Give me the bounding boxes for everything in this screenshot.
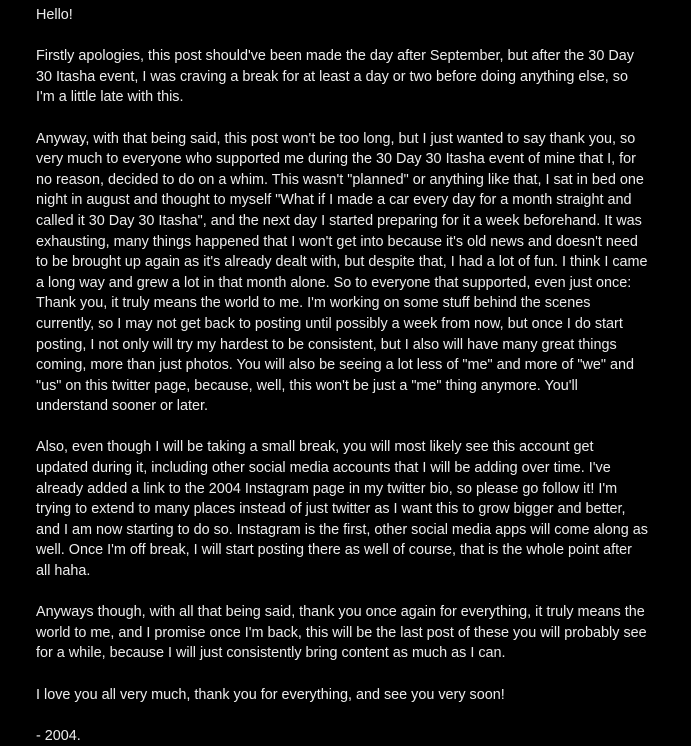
text-line: well. Once I'm off break, I will start posting there as well of course, that is the whole point after <box>36 542 632 559</box>
text-line: Anyway, with that being said, this post won't be too long, but I just wanted to say thank you, so <box>36 130 636 147</box>
paragraph-apology <box>36 46 688 108</box>
text-line: "us" on this twitter page, because, well, this won't be just a "me" thing anymore. You'll <box>36 377 578 394</box>
text-line: Firstly apologies, this post should've been made the day after September, but after the 30 Day <box>36 48 634 65</box>
text-line: trying to extend to many places instead of just twitter as I want this to grow bigger and better, <box>36 501 626 518</box>
paragraph-farewell <box>36 685 688 706</box>
text-line: Hello! <box>36 7 73 23</box>
text-line: posting, I not only will try my hardest to be consistent, but I also will have many great things <box>36 336 617 353</box>
text-line: called it 30 Day 30 Itasha", and the next day I started preparing for it a week beforehand. It was <box>36 212 642 229</box>
text-line: updated during it, including other social media accounts that I will be adding over time. I've <box>36 460 611 477</box>
text-line: 30 Itasha event, I was craving a break for at least a day or two before doing anything else, so <box>36 68 628 85</box>
text-line: already added a link to the 2004 Instagram page in my twitter bio, so please go follow it! I'm <box>36 480 618 497</box>
text-line: world to me, and I promise once I'm back, this will be the last post of these you will probably see <box>36 624 647 641</box>
text-line: to be brought up again as it's already dealt with, but despite that, I had a lot of fun. I think I came <box>36 254 648 271</box>
text-line: - 2004. <box>36 727 81 744</box>
text-line: all haha. <box>36 563 91 580</box>
text-line: no reason, decided to do on a whim. This wasn't "planned" or anything like that, I sat in bed one <box>36 171 644 188</box>
text-line: very much to everyone who supported me during the 30 Day 30 Itasha event of mine that I, for <box>36 151 636 168</box>
paragraph-break-update <box>36 437 688 581</box>
paragraph-thank-you <box>36 129 688 417</box>
post-body <box>36 5 688 746</box>
paragraph-closing <box>36 602 688 664</box>
text-line: and I am now starting to do so. Instagram is the first, other social media apps will come along as <box>36 521 648 538</box>
text-line: Anyways though, with all that being said, thank you once again for everything, it truly means the <box>36 604 645 621</box>
text-line: I'm a little late with this. <box>36 89 184 106</box>
text-line: understand sooner or later. <box>36 398 208 415</box>
paragraph-greeting <box>36 5 688 26</box>
text-line: Thank you, it truly means the world to me. I'm working on some stuff behind the scenes <box>36 295 591 312</box>
paragraph-signature <box>36 726 688 746</box>
text-line: for a while, because I will just consistently bring content as much as I can. <box>36 645 506 662</box>
text-line: coming, more than just photos. You will also be seeing a lot less of "me" and more of "we" and <box>36 357 634 374</box>
text-line: exhausting, many things happened that I won't get into because it's old news and doesn't need <box>36 233 638 250</box>
text-line: I love you all very much, thank you for everything, and see you very soon! <box>36 686 505 703</box>
text-line: Also, even though I will be taking a small break, you will most likely see this account get <box>36 439 594 456</box>
text-line: a long way and grew a lot in that month alone. So to everyone that supported, even just once: <box>36 274 632 291</box>
text-line: night in august and thought to myself "What if I made a car every day for a month straight and <box>36 192 632 209</box>
text-line: currently, so I may not get back to posting until possibly a week from now, but once I do start <box>36 315 623 332</box>
